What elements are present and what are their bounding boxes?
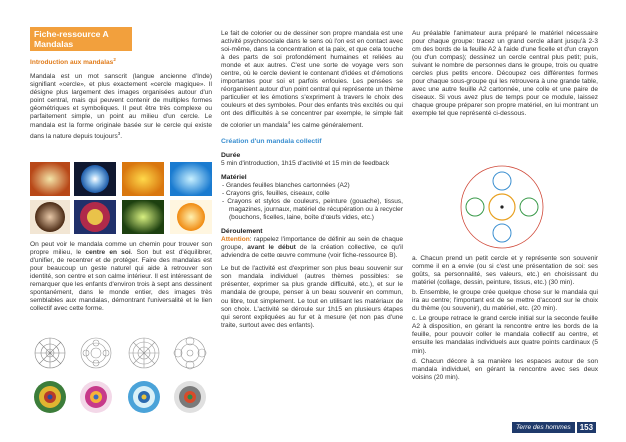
mandala-drawing-3 [129, 338, 159, 368]
mandala-drawing-2 [81, 338, 111, 368]
image-flower [30, 162, 70, 196]
image-earth-globe [81, 165, 109, 193]
image-sun [122, 162, 164, 196]
section-title-collectif: Création d'un mandala collectif [221, 137, 322, 145]
image-bloom-center [177, 203, 205, 231]
paragraph-centre: On peut voir le mandala comme un chemin pour trouver son propre milieu, le centre en soi. Son but est d'équilibrer, d'unifier, de recentrer et de protéger. Faire des mandalas est pour beaucoup un geste naturel qui aide à retrouver son identité, son centre et son calme intérieur. Il est intéressant de remarquer que les enfants d'environ trois à sept ans dessinent spontanément, dans le monde entier, des images très semblables aux mandalas, démontrant l'universalité et le lien collectif avec cette forme. [30, 241, 212, 313]
mandala-drawings [30, 335, 212, 433]
deroulement-text: Attention: rappelez l'importance de définir au sein de chaque groupe, avant le début de la création collective, ce qu'il adviendra de cette œuvre commune (voir fiche-ressource B). [221, 236, 403, 260]
fiche-badge [30, 27, 132, 51]
duree-title: Durée [221, 151, 241, 159]
mandala-diagram [412, 163, 598, 251]
mandala-color-3 [128, 381, 160, 413]
materiel-title: Matériel [221, 173, 247, 181]
fiche-badge-subtitle: Mandalas [34, 39, 74, 49]
intro-paragraph: Mandala est un mot sanscrit (langue ancienne d'Inde) signifiant «cercle», et plus exactement «cercle magique». Il désigne plus largement des images organisées autour d'un point central, mais qui peuvent contenir de multiples formes géométriques et symboliques. Il peut être très complexe ou parfaitement simple, un point au milieu d'un cercle. Le mandala est la forme originale basée sur le cercle qui existe dans la nature depuis toujours$^3$. [30, 73, 212, 140]
materiel-item: - Crayons gris, feuilles, ciseaux, colle [222, 189, 330, 197]
column-3 [412, 30, 598, 121]
image-water [170, 162, 212, 196]
fiche-badge-title: Fiche-ressource A [34, 29, 109, 39]
column-3-steps [412, 255, 598, 384]
column-2 [221, 30, 403, 332]
col3-intro: Au préalable l'animateur aura préparé le matériel nécessaire pour chaque groupe: tracez un grand cercle allant jusqu'à 2-3 cm des bords de la feuille A2 à l'aide d'une ficelle et d'un crayon (ou d'un compas); dessinez un cercle central plus petit; puis, suivant le nombre de personnes dans le groupe, trois ou quatre cercles plus petits encore. Découpez ces différentes formes pour chaque sous-groupe qui les retrouvera à une grande table, avec une autre feuille A2 cartonnée, une colle et une paire de ciseaux. Si vous avez plus de temps pour ce module, laissez chaque groupe préparer son propre matériel, en lui montrant un exemple tel que représenté ci-dessous. [412, 30, 598, 118]
nature-images [30, 162, 212, 234]
mandala-color-2 [80, 381, 112, 413]
column-1 [30, 56, 212, 143]
mandala-drawings-svg [30, 335, 212, 433]
mandala-diagram-svg [412, 163, 598, 251]
image-wheel-shape [35, 202, 65, 232]
activity-paragraph: Le but de l'activité est d'exprimer son plus beau souvenir sur son mandala individuel (autres thèmes possibles: se présenter, exprimer sa plus grande difficulté, etc.), et sur le mandala de groupe, penser à un beau souvenir en commun, ou libre, tout simplement. Le tout en utilisant les matériaux de son choix. L'activité se déroule sur 1h15 en plusieurs étapes qui seront expliquées au fur et à mesure (et non pas d'une traite, surtout avec des enfants). [221, 265, 403, 329]
materiel-list [221, 182, 403, 222]
footer [512, 421, 596, 433]
mandala-color-1 [34, 381, 66, 413]
step-b: b. Ensemble, le groupe crée quelque chose sur le mandala qui ira au centre; l'important est de se mettre d'accord sur le choix du thème (ou souvenir), du matériel, etc. (20 min). [412, 289, 598, 313]
deroulement-title: Déroulement [221, 228, 263, 236]
intro-heading: Introduction aux mandalas$^2$ [30, 57, 116, 67]
mandala-drawing-1 [35, 338, 65, 368]
mandala-drawing-4 [174, 337, 206, 369]
duree-text: 5 min d'introduction, 1h15 d'activité et 15 min de feedback [221, 159, 390, 167]
materiel-item: - Grandes feuilles blanches cartonnées (A2) [222, 181, 350, 189]
step-a: a. Chacun prend un petit cercle et y représente son souvenir comme il en a envie (ou si c'est une présentation de soi: ses goûts, sa personnalité, ses valeurs, etc.) en choisissant du matériel (collage, dessin, peinture, tissus, etc.) (30 min). [412, 255, 598, 287]
step-d: d. Chacun décore à sa manière les espaces autour de son mandala individuel, en gérant la rencontre avec ses deux voisins (20 min). [412, 357, 598, 381]
step-c: c. Le groupe retrace le grand cercle initial sur la seconde feuille A2 à disposition, en gérant la rencontre entre les bords de la feuille, pour pouvoir coller le mandala collectif au centre, et ensuite les mandalas individuels aux quatre points cardinaux (5 min). [412, 315, 598, 355]
column-1-lower [30, 241, 212, 315]
col2-intro: Le fait de colorier ou de dessiner son propre mandala est une activité psychosociale dans le sens où l'on est en contact avec soi-même, dans la concentration et la paix, et que cela touche à des parts de soi profondément humaines et reliées au monde et aux autres. C'est une sorte de voyage vers son centre, où le cercle devient le contenant d'idées et d'émotions importantes pour soi et parfois enfouies. Les pensées se réorganisent autour d'un point central qui représente un thème particulier et les émotions s'expriment à travers le choix des couleurs et des symboles. Pour des enfants très excités ou qui ont des difficultés à se concentrer par exemple, le simple fait de colorier un mandala$^4$ les calme généralement. [221, 30, 403, 129]
image-leaf [122, 200, 164, 234]
materiel-item: - Crayons et stylos de couleurs, peinture (gouache), tissus, magazines, journaux, matériel de récupération ou à recycler (bouchons, ficelles, laine, boîte d'œufs vides, etc.) [222, 198, 403, 222]
footer-brand: Terre des hommes [512, 422, 575, 433]
nature-image-grid [30, 162, 212, 234]
page-number: 153 [577, 422, 596, 433]
mandala-color-4 [174, 381, 206, 413]
